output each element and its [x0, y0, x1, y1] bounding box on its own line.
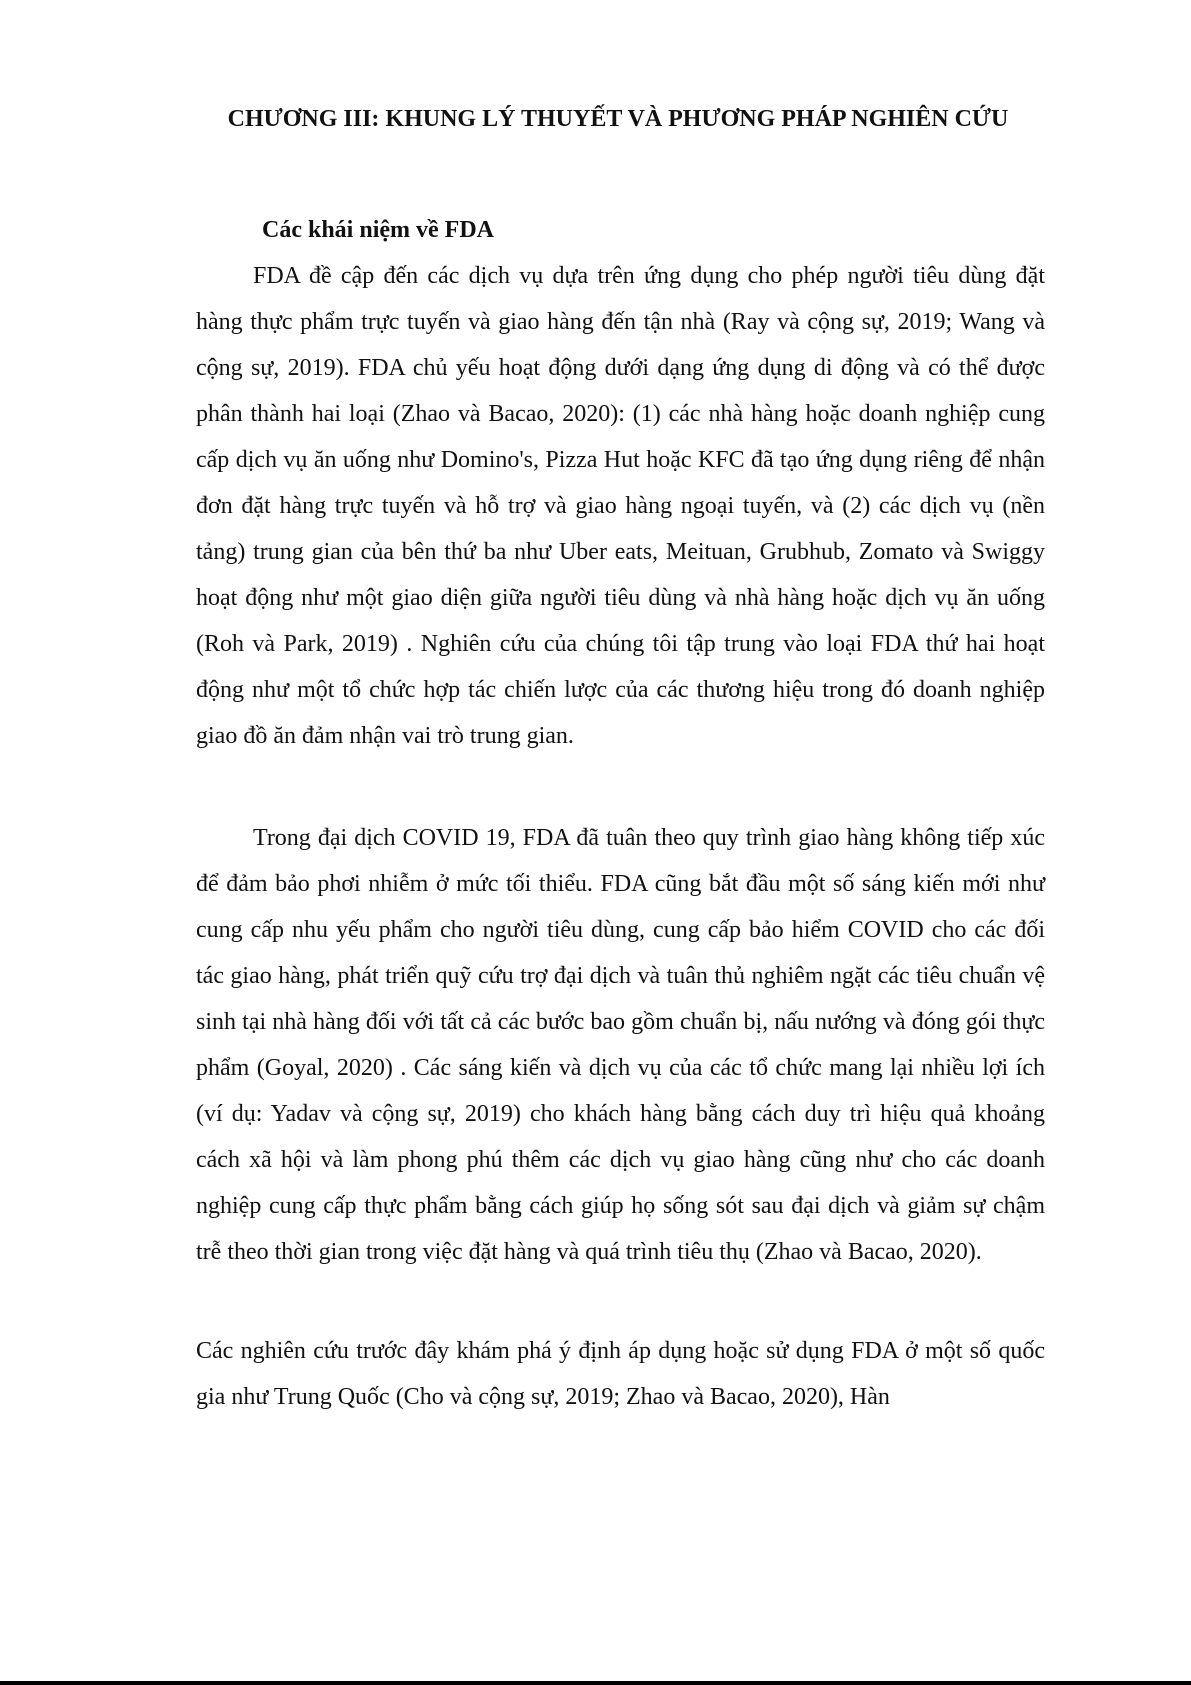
- chapter-title: CHƯƠNG III: KHUNG LÝ THUYẾT VÀ PHƯƠNG PHÁP NGHIÊN CỨU: [227, 106, 1009, 132]
- paragraph-fda-definition: FDA đề cập đến các dịch vụ dựa trên ứng dụng cho phép người tiêu dùng đặt hàng thực phẩm trực tuyến và giao hàng đến tận nhà (Ray và cộng sự, 2019; Wang và cộng sự, 2019). FDA chủ yếu hoạt động dưới dạng ứng dụng di động và có thể được phân thành hai loại (Zhao và Bacao, 2020): (1) các nhà hàng hoặc doanh nghiệp cung cấp dịch vụ ăn uống như Domino's, Pizza Hut hoặc KFC đã tạo ứng dụng riêng để nhận đơn đặt hàng trực tuyến và hỗ trợ và giao hàng ngoại tuyến, và (2) các dịch vụ (nền tảng) trung gian của bên thứ ba như Uber eats, Meituan, Grubhub, Zomato và Swiggy hoạt động như một giao diện giữa người tiêu dùng và nhà hàng hoặc dịch vụ ăn uống (Roh và Park, 2019) . Nghiên cứu của chúng tôi tập trung vào loại FDA thứ hai hoạt động như một tổ chức hợp tác chiến lược của các thương hiệu trong đó doanh nghiệp giao đồ ăn đảm nhận vai trò trung gian.: [196, 263, 1045, 749]
- section-heading: Các khái niệm về FDA: [262, 217, 494, 243]
- paragraph-prior-studies: Các nghiên cứu trước đây khám phá ý định áp dụng hoặc sử dụng FDA ở một số quốc gia như Trung Quốc (Cho và cộng sự, 2019; Zhao và Bacao, 2020), Hàn: [196, 1338, 1045, 1410]
- paragraph-covid-initiatives: Trong đại dịch COVID 19, FDA đã tuân theo quy trình giao hàng không tiếp xúc để đảm bảo phơi nhiễm ở mức tối thiểu. FDA cũng bắt đầu một số sáng kiến mới như cung cấp nhu yếu phẩm cho người tiêu dùng, cung cấp bảo hiểm COVID cho các đối tác giao hàng, phát triển quỹ cứu trợ đại dịch và tuân thủ nghiêm ngặt các tiêu chuẩn vệ sinh tại nhà hàng đối với tất cả các bước bao gồm chuẩn bị, nấu nướng và đóng gói thực phẩm (Goyal, 2020) . Các sáng kiến và dịch vụ của các tổ chức mang lại nhiều lợi ích (ví dụ: Yadav và cộng sự, 2019) cho khách hàng bằng cách duy trì hiệu quả khoảng cách xã hội và làm phong phú thêm các dịch vụ giao hàng cũng như cho các doanh nghiệp cung cấp thực phẩm bằng cách giúp họ sống sót sau đại dịch và giảm sự chậm trễ theo thời gian trong việc đặt hàng và quá trình tiêu thụ (Zhao và Bacao, 2020).: [196, 825, 1045, 1265]
- page-bottom-border: [0, 1681, 1191, 1685]
